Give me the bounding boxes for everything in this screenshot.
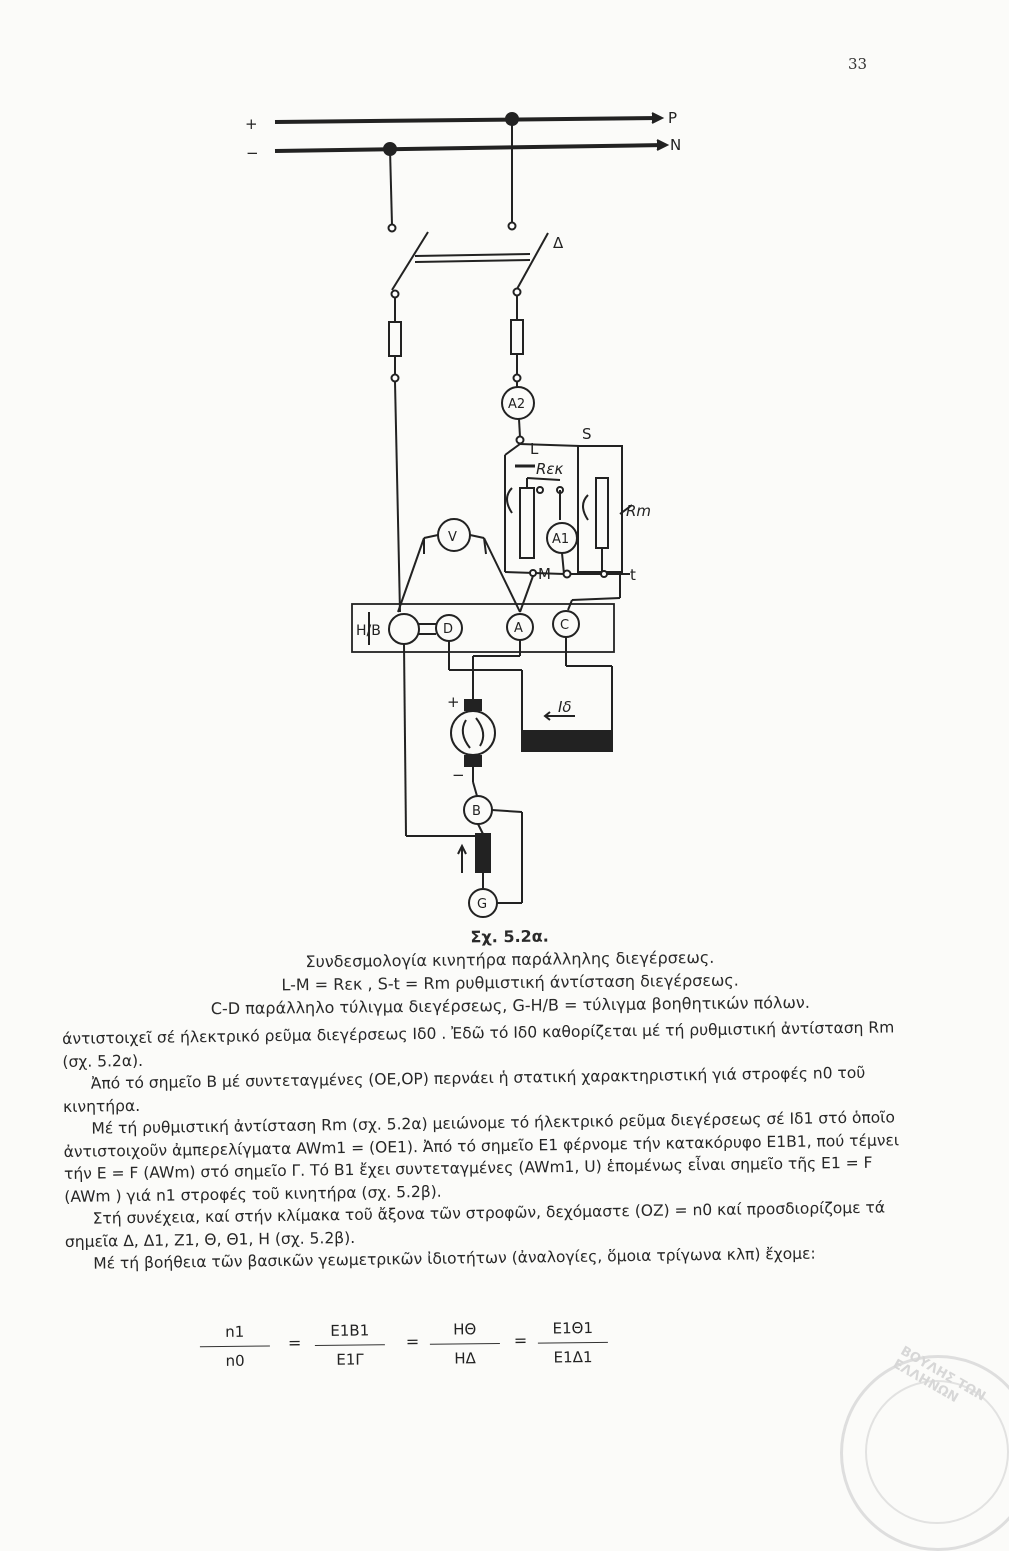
motor-minus-label: −: [452, 766, 465, 784]
equals-sign-2: =: [405, 1331, 420, 1352]
terminal-l-label: L: [530, 440, 539, 458]
paragraph-2: Ἀπό τό σημεῖο B μέ συντεταγμένες (OE,OP) περνάει ἡ στατική χαρακτηριστική γιά στροφές n0 τοῦ κινητήρα.: [62, 1063, 866, 1116]
body-text: [62, 1016, 905, 1275]
caption-line-1: Συνδεσμολογία κινητήρα παράλληλης διεγέρσεως.: [305, 947, 715, 972]
fraction-4-denominator: E1Δ1: [553, 1348, 593, 1367]
ammeter-a2-label: A2: [508, 397, 526, 412]
page-number: 33: [848, 55, 868, 73]
p-line-label: P: [668, 109, 678, 127]
ratio-equation: [200, 1316, 621, 1390]
equals-sign-1: =: [287, 1333, 302, 1353]
library-stamp: [840, 1343, 1009, 1551]
terminal-c-label: C: [560, 618, 570, 633]
plus-terminal-label: +: [245, 115, 258, 133]
rheostat-rek-label: Rεκ: [536, 460, 564, 478]
terminal-s-label: S: [582, 425, 592, 443]
paragraph-5: Μέ τή βοήθεια τῶν βασικῶν γεωμετρικῶν ἰδιοτήτων (ἀναλογίες, ὅμοια τρίγωνα κλπ) ἔχομε:: [93, 1244, 816, 1273]
fraction-2-numerator: E1B1: [330, 1321, 370, 1340]
terminal-a-label: A: [514, 621, 523, 636]
terminal-t-label: t: [630, 566, 636, 584]
fraction-3-denominator: HΔ: [454, 1349, 476, 1368]
minus-terminal-label: −: [246, 144, 259, 162]
equals-sign-3: =: [513, 1330, 528, 1350]
stamp-text: ΒΟΥΛΗΣ ΤΩΝ ΕΛΛΗΝΩΝ: [890, 1343, 988, 1407]
terminal-d-label: D: [443, 622, 454, 637]
terminal-b-label: B: [472, 804, 481, 819]
fraction-1-denominator: n0: [225, 1351, 245, 1370]
figure-caption: [140, 921, 881, 1021]
rheostat-rm-label: Rm: [626, 502, 652, 520]
paragraph-1: άντιστοιχεῖ σέ ήλεκτρικό ρεῦμα διεγέρσεως Ιδ0 . Ἐδῶ τό Ιδ0 καθορίζεται μέ τή ρυθμιστική ἀντίσταση Rm (σχ. 5.2α).: [62, 1018, 895, 1071]
switch-label: Δ: [553, 234, 564, 252]
fraction-4: [538, 1316, 609, 1370]
fraction-3-numerator: HΘ: [453, 1320, 477, 1339]
n-line-label: N: [670, 136, 682, 154]
fraction-3: [430, 1317, 501, 1371]
fraction-2-denominator: E1Γ: [336, 1350, 364, 1369]
caption-line-3: C-D παράλληλο τύλιγμα διεγέρσεως, G-H/B = τύλιγμα βοηθητικών πόλων.: [210, 992, 810, 1019]
paragraph-4: Στή συνέχεια, καί στήν κλίμακα τοῦ ἄξονα τῶν στροφῶν, δεχόμαστε (OZ) = n0 καί προσδιορίζομε τά σημεῖα Δ, Δ1, Z1, Θ, Θ1, H (σχ. 5.2β).: [64, 1198, 886, 1251]
caption-title: Σχ. 5.2α.: [470, 926, 549, 947]
paragraph-3: Μέ τή ρυθμιστική ἀντίσταση Rm (σχ. 5.2α) μειώνομε τό ήλεκτρικό ρεῦμα διεγέρσεως σέ Ιδ1 στό ὁποῖο ἀντιστοιχοῦν ἀμπερελίγματα AWm1 = (OE1). Ἀπό τό σημεῖο E1 φέρνομε τήν κατακόρυφο E1B1, πού τέμνει τήν E = F (AWm) στό σημεῖο Γ. Τό B1 ἔχει συντεταγμένες (AWm1, U) ἑπομένως εἶναι σημεῖο τῆς E1 = F (AWm ) γιά n1 στροφές τοῦ κινητήρα (σχ. 5.2β).: [63, 1108, 900, 1206]
circuit-diagram: [230, 95, 690, 925]
fraction-1-numerator: n1: [225, 1322, 245, 1341]
fraction-4-numerator: E1Θ1: [552, 1319, 594, 1338]
caption-line-2: L-M = Rεκ , S-t = Rm ρυθμιστική άντίσταση διεγέρσεως.: [281, 970, 739, 995]
voltmeter-label: V: [448, 530, 457, 545]
field-current-label: Iδ: [558, 698, 572, 716]
ammeter-a1-label: A1: [552, 532, 570, 547]
terminal-g-label: G: [477, 897, 488, 912]
fraction-2: [315, 1318, 386, 1372]
terminal-hb-label: H/B: [356, 623, 381, 639]
motor-plus-label: +: [447, 693, 460, 711]
fraction-1: [200, 1319, 271, 1373]
terminal-m-label: M: [538, 565, 551, 583]
